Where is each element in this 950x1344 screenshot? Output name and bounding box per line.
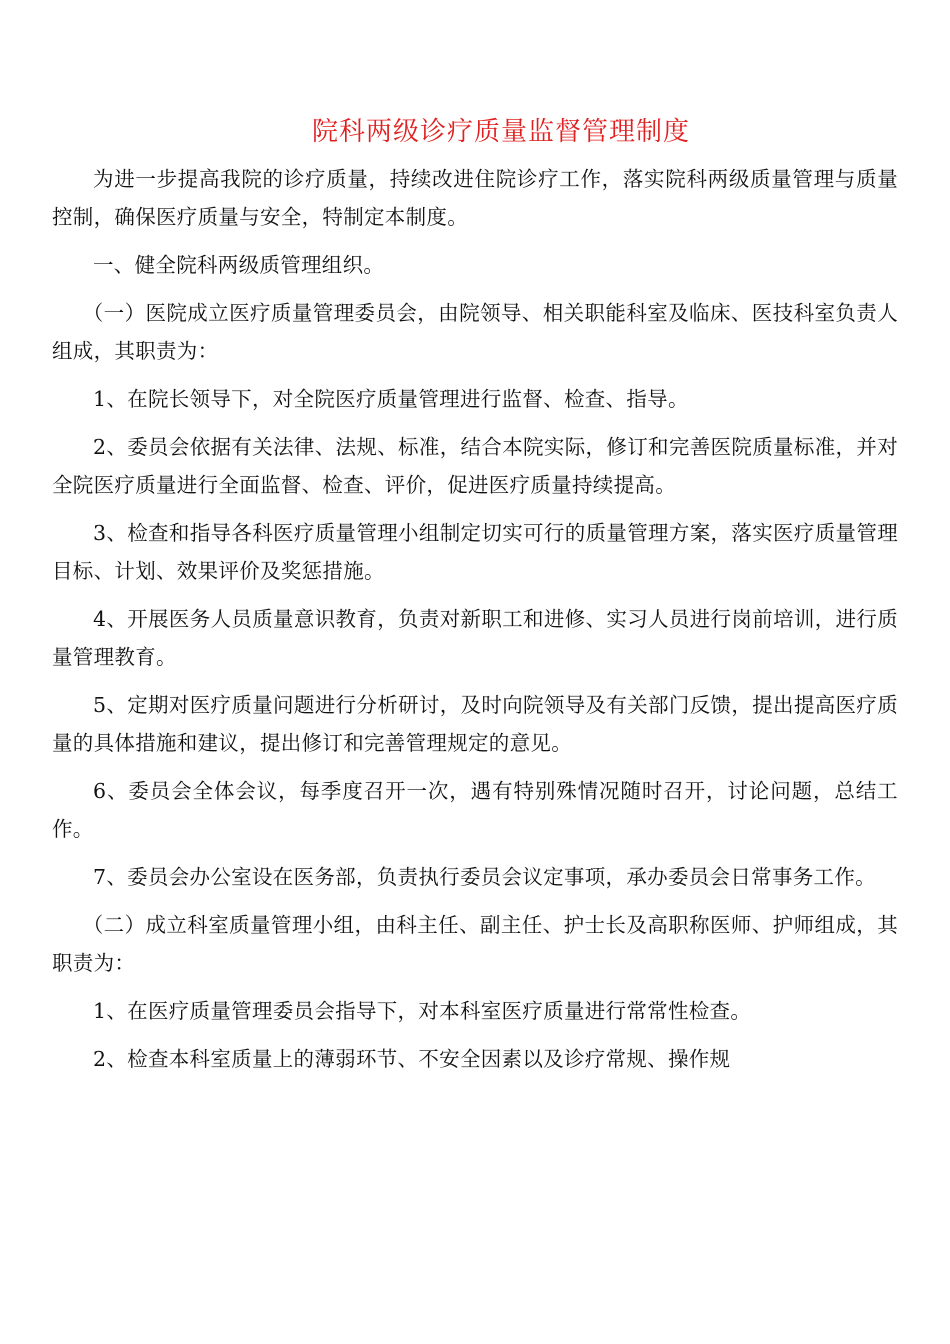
document-title: 院科两级诊疗质量监督管理制度 (311, 117, 690, 147)
paragraph-intro: 为进一步提高我院的诊疗质量，持续改进住院诊疗工作，落实院科两级质量管理与质量控制，确保医疗质量与安全，特制定本制度。 (52, 167, 898, 229)
section-heading-1: 一、健全院科两级质管理组织。 (93, 253, 385, 277)
list-item: 5、定期对医疗质量问题进行分析研讨，及时向院领导及有关部门反馈，提出提高医疗质量的具体措施和建议，提出修订和完善管理规定的意见。 (52, 693, 898, 755)
list-item: 2、委员会依据有关法律、法规、标准，结合本院实际，修订和完善医院质量标准，并对全院医疗质量进行全面监督、检查、评价，促进医疗质量持续提高。 (52, 435, 898, 497)
list-item: 1、在医疗质量管理委员会指导下，对本科室医疗质量进行常常性检查。 (93, 999, 752, 1023)
list-item: 2、检查本科室质量上的薄弱环节、不安全因素以及诊疗常规、操作规 (93, 1047, 731, 1071)
list-item: 7、委员会办公室设在医务部，负责执行委员会议定事项，承办委员会日常事务工作。 (93, 865, 876, 889)
list-item: 4、开展医务人员质量意识教育，负责对新职工和进修、实习人员进行岗前培训，进行质量管理教育。 (52, 607, 898, 669)
list-item: 1、在院长领导下，对全院医疗质量管理进行监督、检查、指导。 (93, 387, 689, 411)
subsection-heading-1: （一）医院成立医疗质量管理委员会，由院领导、相关职能科室及临床、医技科室负责人组成，其职责为： (52, 301, 898, 363)
list-item: 3、检查和指导各科医疗质量管理小组制定切实可行的质量管理方案，落实医疗质量管理目标、计划、效果评价及奖惩措施。 (52, 521, 898, 583)
list-item: 6、委员会全体会议，每季度召开一次，遇有特别殊情况随时召开，讨论问题，总结工作。 (52, 779, 898, 841)
subsection-heading-2: （二）成立科室质量管理小组，由科主任、副主任、护士长及高职称医师、护师组成，其职责为： (52, 913, 898, 975)
